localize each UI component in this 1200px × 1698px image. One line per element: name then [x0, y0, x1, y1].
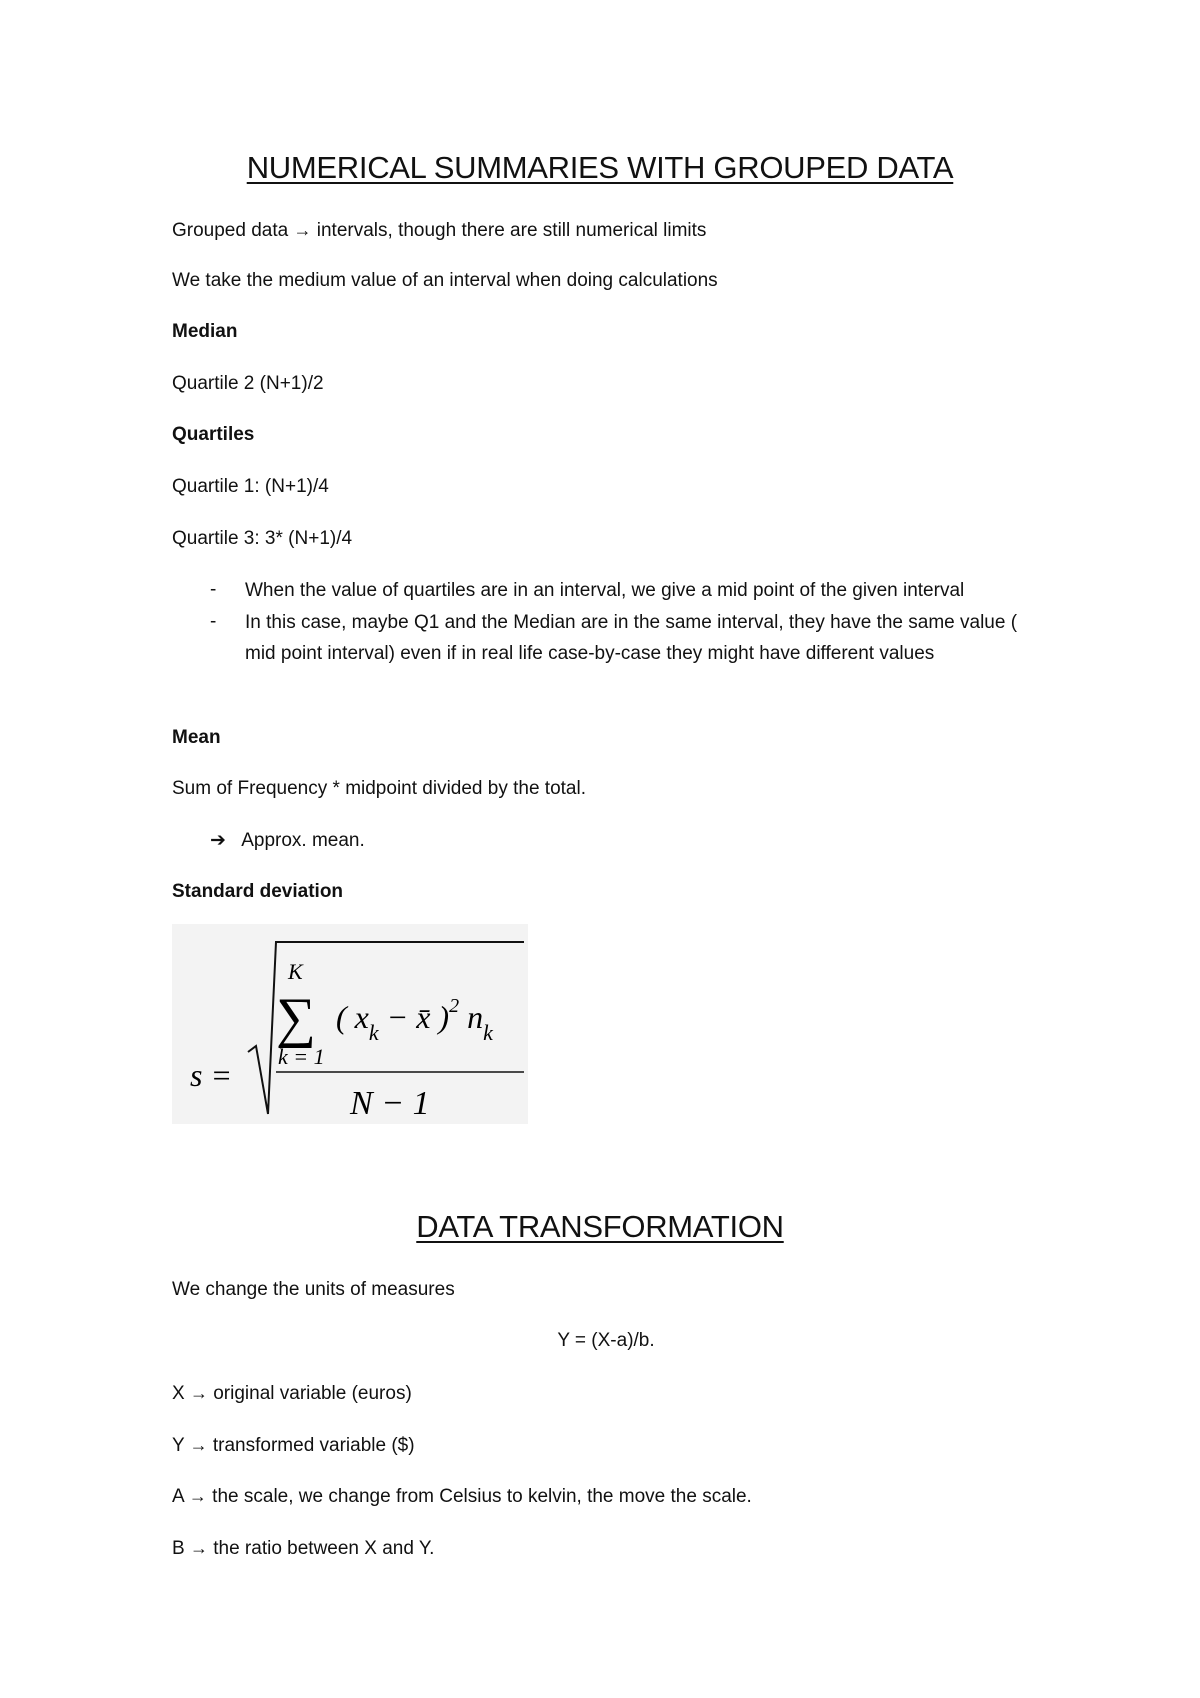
bullet-dash-2: - [210, 611, 217, 632]
y-text: transformed variable ($) [207, 1435, 415, 1456]
bullet-quartile-interval: When the value of quartiles are in an interval, we give a mid point of the given interval [245, 580, 965, 601]
formula-upper-limit: K [288, 959, 303, 984]
formula-sub-k: k [368, 1020, 379, 1045]
line-b-definition [172, 1536, 434, 1561]
grouped-data-text: intervals, though there are still numerical limits [311, 220, 707, 241]
title-data-transformation: DATA TRANSFORMATION [416, 1209, 784, 1244]
equation-text: Y = (X-a)/b. [557, 1330, 655, 1351]
formula-summand [336, 995, 494, 1045]
formula-power: 2 [449, 995, 460, 1017]
title-numerical-summaries: NUMERICAL SUMMARIES WITH GROUPED DATA [246, 150, 954, 185]
line-quartile-1: Quartile 1: (N+1)/4 [172, 476, 329, 497]
line-medium-value: We take the medium value of an interval when doing calculations [172, 270, 718, 291]
y-label: Y [172, 1435, 190, 1456]
b-label: B [172, 1538, 190, 1559]
right-arrow-icon: → [188, 1486, 207, 1506]
line-x-definition [172, 1381, 412, 1406]
right-arrow-icon: → [189, 1435, 208, 1455]
formula-minus-xbar: − x̄ ) [378, 999, 450, 1035]
line-grouped-data [172, 218, 706, 243]
b-text: the ratio between X and Y. [207, 1538, 435, 1559]
line-quartile-2: Quartile 2 (N+1)/2 [172, 373, 324, 394]
line-quartile-3: Quartile 3: 3* (N+1)/4 [172, 528, 353, 549]
formula-denominator: N − 1 [350, 1085, 430, 1122]
approx-mean-text: Approx. mean. [241, 830, 365, 851]
bold-arrow-icon: ➔ [210, 830, 226, 851]
a-label: A [172, 1486, 189, 1507]
right-arrow-icon: → [189, 1383, 208, 1403]
formula-lhs: s = [190, 1057, 233, 1093]
formula-lower-limit: k = 1 [278, 1044, 325, 1069]
sigma-icon: ∑ [276, 987, 316, 1049]
grouped-data-label: Grouped data [172, 220, 294, 241]
transformation-equation [0, 1329, 1200, 1353]
formula-sub-k2: k [483, 1020, 493, 1045]
formula-n: n [459, 999, 484, 1035]
standard-deviation-formula [172, 924, 528, 1124]
line-mean-definition: Sum of Frequency * midpoint divided by the total. [172, 778, 587, 799]
a-text: the scale, we change from Celsius to kelvin, the move the scale. [206, 1486, 752, 1507]
line-change-units: We change the units of measures [172, 1279, 455, 1300]
bullet-dash-1: - [210, 579, 217, 600]
bullet-q1-median: In this case, maybe Q1 and the Median are in the same interval, they have the same value ( mid point interval) even if in real life case-by-case they might have different values [245, 612, 1018, 664]
right-arrow-icon: → [293, 220, 312, 240]
right-arrow-icon: → [189, 1538, 208, 1558]
heading-standard-deviation: Standard deviation [172, 881, 344, 902]
heading-quartiles: Quartiles [172, 424, 255, 445]
line-y-definition [172, 1433, 415, 1458]
x-text: original variable (euros) [207, 1383, 412, 1404]
heading-median: Median [172, 321, 238, 342]
x-label: X [172, 1383, 190, 1404]
line-a-definition [172, 1484, 752, 1509]
line-approx-mean [210, 829, 365, 853]
heading-mean: Mean [172, 727, 221, 748]
formula-x: ( x [336, 999, 369, 1035]
